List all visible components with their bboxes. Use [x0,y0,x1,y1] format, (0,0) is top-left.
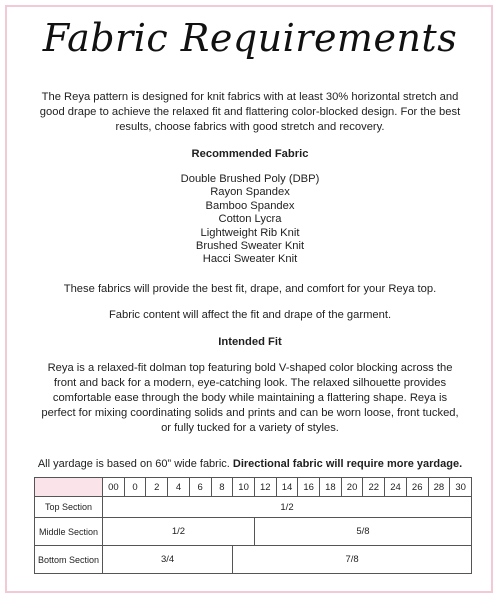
fabric-item: Bamboo Spandex [205,199,295,212]
yardage-note [0,458,500,470]
recommended-heading: Recommended Fabric [191,148,309,160]
fabric-item: Hacci Sweater Knit [202,253,298,266]
size-header-cell: 20 [341,478,363,497]
size-header-cell: 12 [254,478,276,497]
fabric-note-comfort: These fabrics will provide the best fit, drape, and comfort for your Reya top. [63,283,437,295]
fabric-list [36,173,464,267]
yardage-value-cell: 1/2 [103,497,472,518]
header-corner-cell [35,478,103,497]
fabric-item: Brushed Sweater Knit [195,240,305,253]
yardage-row [35,497,472,518]
size-header-cell: 10 [233,478,255,497]
fabric-list-wrapper [36,173,464,267]
fabric-item: Double Brushed Poly (DBP) [180,173,320,185]
size-header-row [35,478,472,497]
fabric-note-content: Fabric content will affect the fit and drape of the garment. [108,309,392,321]
page-title: Fabric Requirements [42,16,458,60]
intro-paragraph: The Reya pattern is designed for knit fabrics with at least 30% horizontal stretch and good drape to achieve the relaxed fit and flattering color-blocked design. For the best results, choose fabrics with good stretch and recovery. [39,91,461,133]
size-header-cell: 4 [168,478,190,497]
yardage-note-bold: Directional fabric will require more yardage. [232,458,463,470]
yardage-table [34,477,472,574]
yardage-row [35,546,472,574]
size-header-cell: 2 [146,478,168,497]
yardage-note-plain: All yardage is based on 60” wide fabric. [37,458,230,470]
size-header-cell: 16 [298,478,320,497]
size-header-cell: 0 [124,478,146,497]
size-header-cell: 6 [189,478,211,497]
size-header-cell: 30 [450,478,472,497]
row-label: Bottom Section [35,546,103,574]
yardage-value-cell: 5/8 [254,518,471,546]
fabric-item: Rayon Spandex [210,186,290,199]
size-header-cell: 18 [320,478,342,497]
size-header-cell: 14 [276,478,298,497]
row-label: Top Section [35,497,103,518]
size-header-cell: 28 [428,478,450,497]
size-header-cell: 8 [211,478,233,497]
size-header-cell: 22 [363,478,385,497]
row-label: Middle Section [35,518,103,546]
yardage-row [35,518,472,546]
fit-heading: Intended Fit [218,336,282,348]
yardage-value-cell: 7/8 [233,546,472,574]
size-header-cell: 26 [406,478,428,497]
fit-paragraph: Reya is a relaxed-fit dolman top featuring bold V-shaped color blocking across the front and back for a modern, eye-catching look. The relaxed silhouette provides comfortable ease through the body while maintaining a flattering shape. Reya is perfect for mixing coordinating solids and prints and can be worn loose, front tucked, or fully tucked for a variety of styles. [41,362,459,434]
yardage-value-cell: 3/4 [103,546,233,574]
yardage-value-cell: 1/2 [103,518,255,546]
size-header-cell: 00 [103,478,125,497]
fabric-item: Cotton Lycra [218,213,282,226]
size-header-cell: 24 [385,478,407,497]
fabric-item: Lightweight Rib Knit [200,226,300,239]
